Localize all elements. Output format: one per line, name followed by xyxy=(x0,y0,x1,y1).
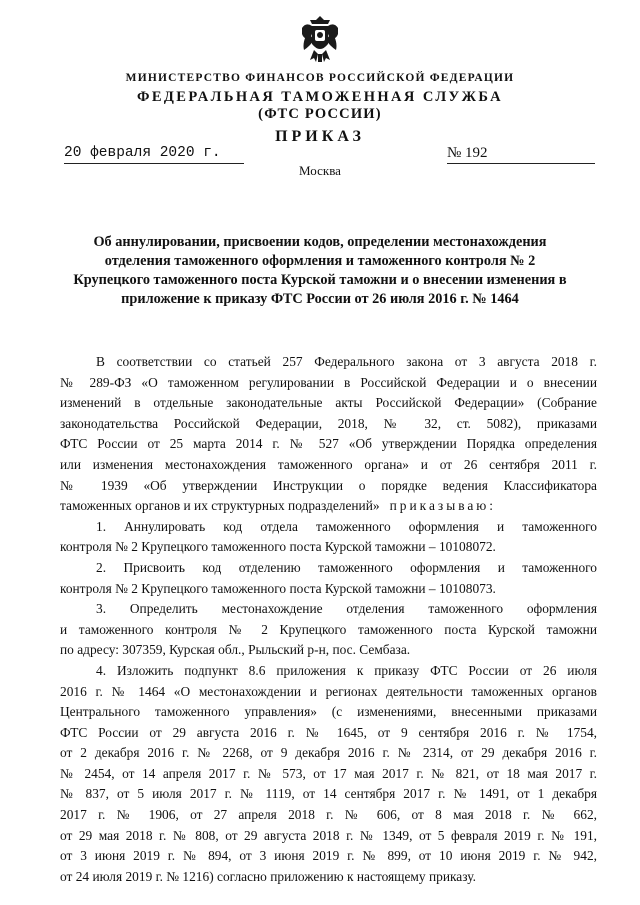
ministry-name: МИНИСТЕРСТВО ФИНАНСОВ РОССИЙСКОЙ ФЕДЕРАЦИИ xyxy=(125,72,515,84)
body-line: от 3 июня 2019 г. № 894, от 3 июня 2019 г. № 899, от 10 июня 2019 г. № 942, xyxy=(60,848,597,864)
title-line: Об аннулировании, присвоении кодов, определении местонахождения xyxy=(93,234,547,250)
body-line: законодательства Российской Федерации, 2018, № 32, ст. 5082), приказами xyxy=(60,415,597,431)
order-number: № 192 xyxy=(447,145,488,161)
item-3 xyxy=(60,599,597,661)
body-line: № 2454, от 14 апреля 2017 г. № 573, от 17 мая 2017 г. № 821, от 18 мая 2017 г. xyxy=(60,765,597,781)
body-line: 2017 г. № 1906, от 27 апреля 2018 г. № 606, от 8 мая 2018 г. № 662, xyxy=(60,807,597,823)
body-line: от 29 мая 2018 г. № 808, от 29 августа 2018 г. № 1349, от 5 февраля 2019 г. № 191, xyxy=(60,827,597,843)
item-4 xyxy=(60,661,597,888)
body-line xyxy=(60,496,597,517)
body-line: от 2 декабря 2016 г. № 2268, от 9 декабря 2016 г. № 2314, от 29 декабря 2016 г. xyxy=(60,745,597,761)
document-type: ПРИКАЗ xyxy=(275,128,365,145)
service-name: ФЕДЕРАЛЬНАЯ ТАМОЖЕННАЯ СЛУЖБА xyxy=(136,89,503,105)
order-verb: приказываю: xyxy=(389,498,497,514)
body-line: № 1939 «Об утверждении Инструкции о порядке ведения Классификатора xyxy=(60,477,597,493)
body-line: 1. Аннулировать код отдела таможенного оформления и таможенного xyxy=(96,518,597,534)
body-line: ФТС России от 25 марта 2014 г. № 527 «Об утверждении Порядка определения xyxy=(60,436,597,452)
title-line: приложение к приказу ФТС России от 26 июля 2016 г. № 1464 xyxy=(121,291,519,307)
body-line: Центрального таможенного управления» (с изменениями, внесенными приказами xyxy=(60,704,597,720)
order-title xyxy=(60,233,580,309)
body-line: от 24 июля 2019 г. № 1216) согласно приложению к настоящему приказу. xyxy=(60,868,476,884)
item-1 xyxy=(60,517,597,558)
body-line: контроля № 2 Крупецкого таможенного поста Курской таможни – 10108073. xyxy=(60,580,496,596)
intro-paragraph xyxy=(60,352,597,517)
service-short-name: (ФТС РОССИИ) xyxy=(258,106,382,122)
order-date: 20 февраля 2020 г. xyxy=(64,145,221,161)
body-line: 2. Присвоить код отделению таможенного оформления и таможенного xyxy=(96,559,597,575)
body-line: по адресу: 307359, Курская обл., Рыльский р-н, пос. Сембаза. xyxy=(60,642,411,658)
item-2 xyxy=(60,558,597,599)
body-line: В соответствии со статьей 257 Федерального закона от 3 августа 2018 г. xyxy=(96,354,597,369)
body-line: № 837, от 5 июля 2017 г. № 1119, от 14 сентября 2017 г. № 1491, от 1 декабря xyxy=(60,786,597,802)
body-line: и таможенного контроля № 2 Крупецкого таможенного поста Курской таможни xyxy=(60,621,597,637)
body-line: или изменения местонахождения таможенного органа» и от 26 сентября 2011 г. xyxy=(60,456,597,472)
body-line: ФТС России от 29 августа 2016 г. № 1645, от 9 сентября 2016 г. № 1754, xyxy=(60,724,597,740)
title-line: Крупецкого таможенного поста Курской таможни и о внесении изменения в xyxy=(73,272,567,288)
body-line: № 289-ФЗ «О таможенном регулировании в Российской Федерации и о внесении xyxy=(60,374,597,390)
body-line: 4. Изложить подпункт 8.6 приложения к приказу ФТС России от 26 июля xyxy=(96,662,597,678)
body-line: 3. Определить местонахождение отделения таможенного оформления xyxy=(96,601,597,617)
body-line: изменений в отдельные законодательные акты Российской Федерации» (Собрание xyxy=(60,395,597,411)
order-body xyxy=(60,352,597,887)
city: Москва xyxy=(299,163,341,178)
body-line: 2016 г. № 1464 «О местонахождении и регионах деятельности таможенных органов xyxy=(60,683,597,699)
title-line: отделения таможенного оформления и таможенного контроля № 2 xyxy=(104,253,536,269)
intro-last-text: таможенных органов и их структурных подразделений» xyxy=(60,498,380,514)
coat-of-arms-icon xyxy=(296,10,344,66)
body-line: контроля № 2 Крупецкого таможенного поста Курской таможни – 10108072. xyxy=(60,539,496,555)
